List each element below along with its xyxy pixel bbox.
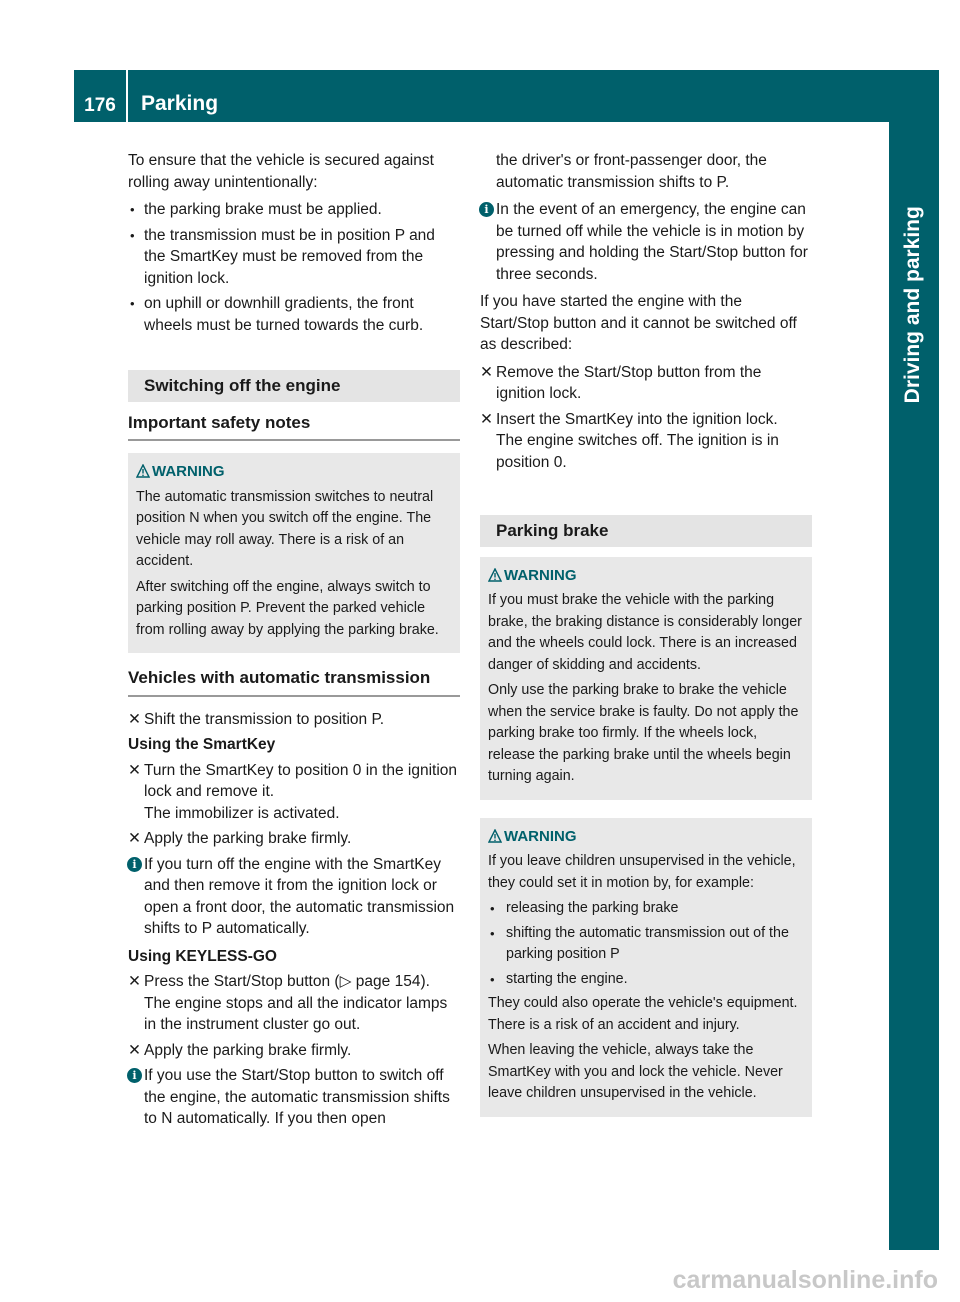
list-item: • on uphill or downhill gradients, the front wheels must be turned towards the curb.: [128, 293, 460, 336]
warning-box: [480, 557, 812, 800]
step: [128, 828, 460, 850]
warning-text: They could also operate the vehicle's equipment. There is a risk of an accident and injury.: [488, 995, 798, 1033]
sub-label: Using the SmartKey: [128, 736, 276, 753]
page-title: Parking: [141, 91, 219, 115]
list-item: • the transmission must be in position P and the SmartKey must be removed from the ignition lock.: [128, 225, 460, 290]
step-arrow-icon: ✕: [128, 710, 141, 728]
warning-title: [488, 565, 804, 587]
step-arrow-icon: ✕: [480, 410, 493, 428]
step-result: The engine stops and all the indicator lamps in the instrument cluster go out.: [144, 994, 448, 1033]
left-column: [128, 150, 460, 1136]
warning-icon: [488, 568, 502, 582]
list-item: • the parking brake must be applied.: [128, 199, 460, 221]
step-text: Apply the parking brake firmly.: [144, 1041, 352, 1059]
info-note: [128, 854, 460, 940]
paragraph: If you have started the engine with the Start/Stop button and it cannot be switched off as described:: [480, 293, 797, 353]
info-text: If you use the Start/Stop button to switch off the engine, the automatic transmission shifts to N automatically. If you then open: [144, 1067, 450, 1127]
step: [128, 709, 460, 731]
step-text: Remove the Start/Stop button from the ignition lock.: [496, 363, 762, 402]
sub-label: Using KEYLESS-GO: [128, 947, 277, 965]
section-heading: Switching off the engine: [128, 370, 460, 402]
warning-text: If you must brake the vehicle with the parking brake, the braking distance is considerably longer and the wheels could lock. There is an increased danger of skidding and accidents.: [488, 592, 802, 673]
intro-text: To ensure that the vehicle is secured against rolling away unintentionally:: [128, 152, 434, 191]
step-arrow-icon: ✕: [128, 761, 141, 779]
right-column: [480, 150, 812, 1117]
list-item: • shifting the automatic transmission out of the parking position P: [488, 923, 804, 966]
step-text: Insert the SmartKey into the ignition lock.: [496, 410, 778, 428]
continued-text: the driver's or front-passenger door, the automatic transmission shifts to P.: [496, 152, 767, 191]
warning-icon: [488, 829, 502, 843]
step-text: Turn the SmartKey to position 0 in the ignition lock and remove it.: [144, 761, 458, 800]
warning-text: When leaving the vehicle, always take the SmartKey with you and lock the vehicle. Never leave children unsupervised in the vehicle.: [488, 1042, 783, 1101]
warning-text: After switching off the engine, always switch to parking position P. Prevent the parked vehicle from rolling away by applying the parking brake.: [136, 578, 439, 638]
header-divider: [126, 70, 128, 122]
section-heading: Parking brake: [480, 515, 812, 547]
info-note: [480, 199, 812, 285]
warning-text: If you leave children unsupervised in the vehicle, they could set it in motion by, for example:: [488, 853, 796, 891]
step-text: Shift the transmission to position P.: [144, 710, 385, 728]
list-item: • releasing the parking brake: [488, 898, 804, 920]
subsection-heading: Important safety notes: [128, 412, 460, 442]
watermark: carmanualsonline.info: [672, 1266, 938, 1294]
info-icon: i: [127, 1068, 142, 1083]
step-result: The engine switches off. The ignition is in position 0.: [496, 432, 779, 471]
step-result: The immobilizer is activated.: [144, 804, 340, 822]
side-tab-label: Driving and parking: [901, 206, 925, 404]
step-text: Press the Start/Stop button (▷ page 154).: [144, 973, 430, 990]
subsection-heading: Vehicles with automatic transmission: [128, 667, 460, 697]
warning-box: [480, 818, 812, 1117]
info-note: [128, 1065, 460, 1130]
warning-title: [136, 461, 452, 483]
warning-box: [128, 453, 460, 653]
info-icon: i: [479, 202, 494, 217]
info-icon: i: [127, 857, 142, 872]
page-number: 176: [84, 94, 116, 116]
step: [128, 1040, 460, 1062]
side-tab-text: [893, 70, 933, 540]
step: [128, 971, 460, 1036]
step-arrow-icon: ✕: [480, 363, 493, 381]
warning-icon: [136, 464, 150, 478]
warning-title-text: WARNING: [504, 566, 577, 584]
step-arrow-icon: ✕: [128, 1041, 141, 1059]
step-text: Apply the parking brake firmly.: [144, 830, 352, 847]
list-item: • starting the engine.: [488, 969, 804, 991]
warning-title: [488, 826, 804, 848]
step: [480, 409, 812, 474]
warning-text: Only use the parking brake to brake the vehicle when the service brake is faulty. Do not apply the parking brake too firmly. If the wheels lock, release the parking brake until the wheels begin turning again.: [488, 682, 799, 784]
step-arrow-icon: ✕: [128, 830, 141, 847]
step-arrow-icon: ✕: [128, 973, 141, 990]
step: [480, 362, 812, 405]
info-text: If you turn off the engine with the SmartKey and then remove it from the ignition lock or open a front door, the automatic transmission shifts to P automatically.: [144, 855, 455, 937]
step: [128, 760, 460, 825]
warning-title-text: WARNING: [504, 827, 577, 845]
warning-text: The automatic transmission switches to neutral position N when you switch off the engine. The vehicle may roll away. There is a risk of an accident.: [136, 488, 434, 569]
warning-title-text: WARNING: [152, 463, 225, 480]
info-text: In the event of an emergency, the engine can be turned off while the vehicle is in motion by pressing and holding the Start/Stop button for three seconds.: [496, 201, 808, 283]
